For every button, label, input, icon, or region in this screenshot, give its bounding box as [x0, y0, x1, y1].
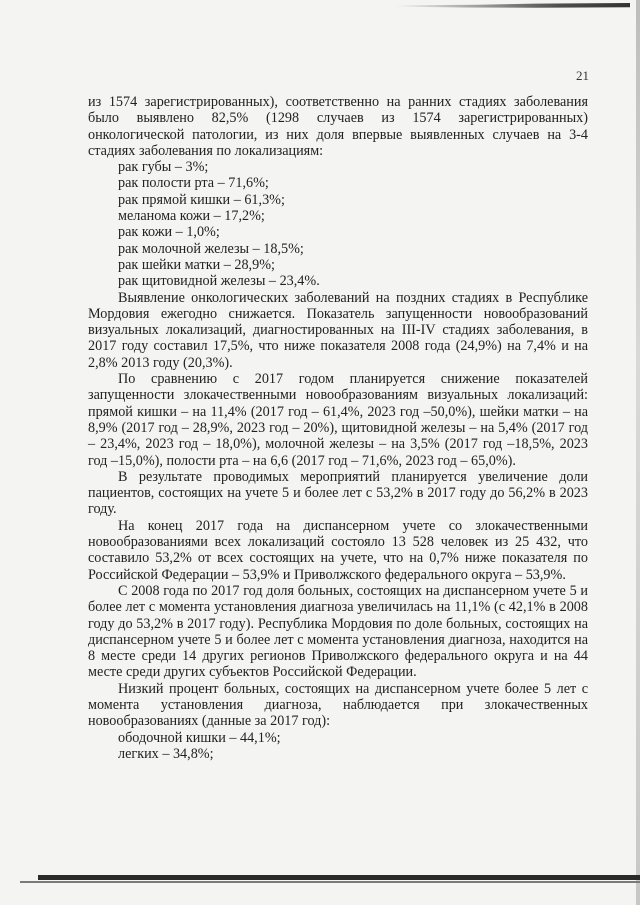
scan-artifact-right-edge	[636, 0, 640, 905]
list-item: рак шейки матки – 28,9%;	[118, 256, 275, 273]
list-item: рак кожи – 1,0%;	[118, 224, 220, 241]
list-item: рак щитовидной железы – 23,4%.	[118, 273, 320, 290]
list-item: легких – 34,8%;	[118, 745, 214, 762]
list-item: рак молочной железы – 18,5%;	[118, 240, 304, 257]
scan-artifact-bottom-line	[20, 881, 640, 883]
list-item: рак прямой кишки – 61,3%;	[118, 191, 285, 208]
paragraph-7: Низкий процент больных, состоящих на диспансерном учете более 5 лет с момента установления диагноза, наблюдается при злокачественных новообразованиях (данные за 2017 год):	[88, 680, 588, 730]
page-number: 21	[576, 68, 589, 83]
scan-artifact-bottom	[38, 875, 640, 880]
paragraph-4: В результате проводимых мероприятий планируется увеличение доли пациентов, состоящих на учете 5 и более лет с 53,2% в 2017 году до 56,2% в 2023 году.	[88, 468, 588, 518]
list-item: рак губы – 3%;	[118, 159, 209, 176]
body-text	[88, 94, 588, 762]
paragraph-3: По сравнению с 2017 годом планируется снижение показателей запущенности злокачественными новообразованиям визуальных локализаций: прямой кишки – на 11,4% (2017 год – 61,4%, 2023 год –50,0%), шейки матки – на 8,9% (2017 год – 28,9%, 2023 год – 20%), щитовидной железы – на 5,4% (2017 год – 23,4%, 2023 год – 18,0%), молочной железы – на 3,5% (2017 год –18,5%, 2023 год –15,0%), полости рта – на 6,6 (2017 год – 71,6%, 2023 год – 65,0%).	[88, 371, 588, 469]
paragraph-5: На конец 2017 года на диспансерном учете со злокачественными новообразованиями всех локализаций состояло 13 528 человек из 25 432, что составило 53,2% от всех состоящих на учете, что на 0,7% ниже показателя по Российской Федерации – 53,9% и Приволжского федерального округа – 53,9%.	[88, 517, 588, 583]
paragraph-6: С 2008 года по 2017 год доля больных, состоящих на диспансерном учете 5 и более лет с момента установления диагноза увеличилась на 11,1% (с 42,1% в 2008 году до 53,2% в 2017 году). Республика Мордовия по доле больных, состоящих на диспансерном учете 5 и более лет с момента установления диагноза, находится на 8 месте среди 14 других регионов Приволжского федерального округа и на 44 месте среди других субъектов Российской Федерации.	[88, 582, 588, 681]
survival-list	[88, 730, 588, 763]
list-item: меланома кожи – 17,2%;	[118, 208, 265, 225]
scan-artifact-top	[395, 3, 630, 9]
list-item: ободочной кишки – 44,1%;	[118, 729, 281, 746]
paragraph-2: Выявление онкологических заболеваний на поздних стадиях в Республике Мордовия ежегодно снижается. Показатель запущенности новообразований визуальных локализаций, диагностированных на III-IV стадиях заболевания, в 2017 году составил 17,5%, что ниже показателя 2008 года (24,9%) на 7,4% и на 2,8% 2013 году (20,3%).	[88, 289, 588, 371]
list-item: рак полости рта – 71,6%;	[118, 175, 269, 192]
paragraph-1: из 1574 зарегистрированных), соответственно на ранних стадиях заболевания было выявлено 82,5% (1298 случаев из 1574 зарегистрированных) онкологической патологии, из них доля впервые выявленных случаев на 3-4 стадиях заболевания по локализациям:	[88, 94, 588, 159]
localization-list	[88, 159, 588, 289]
